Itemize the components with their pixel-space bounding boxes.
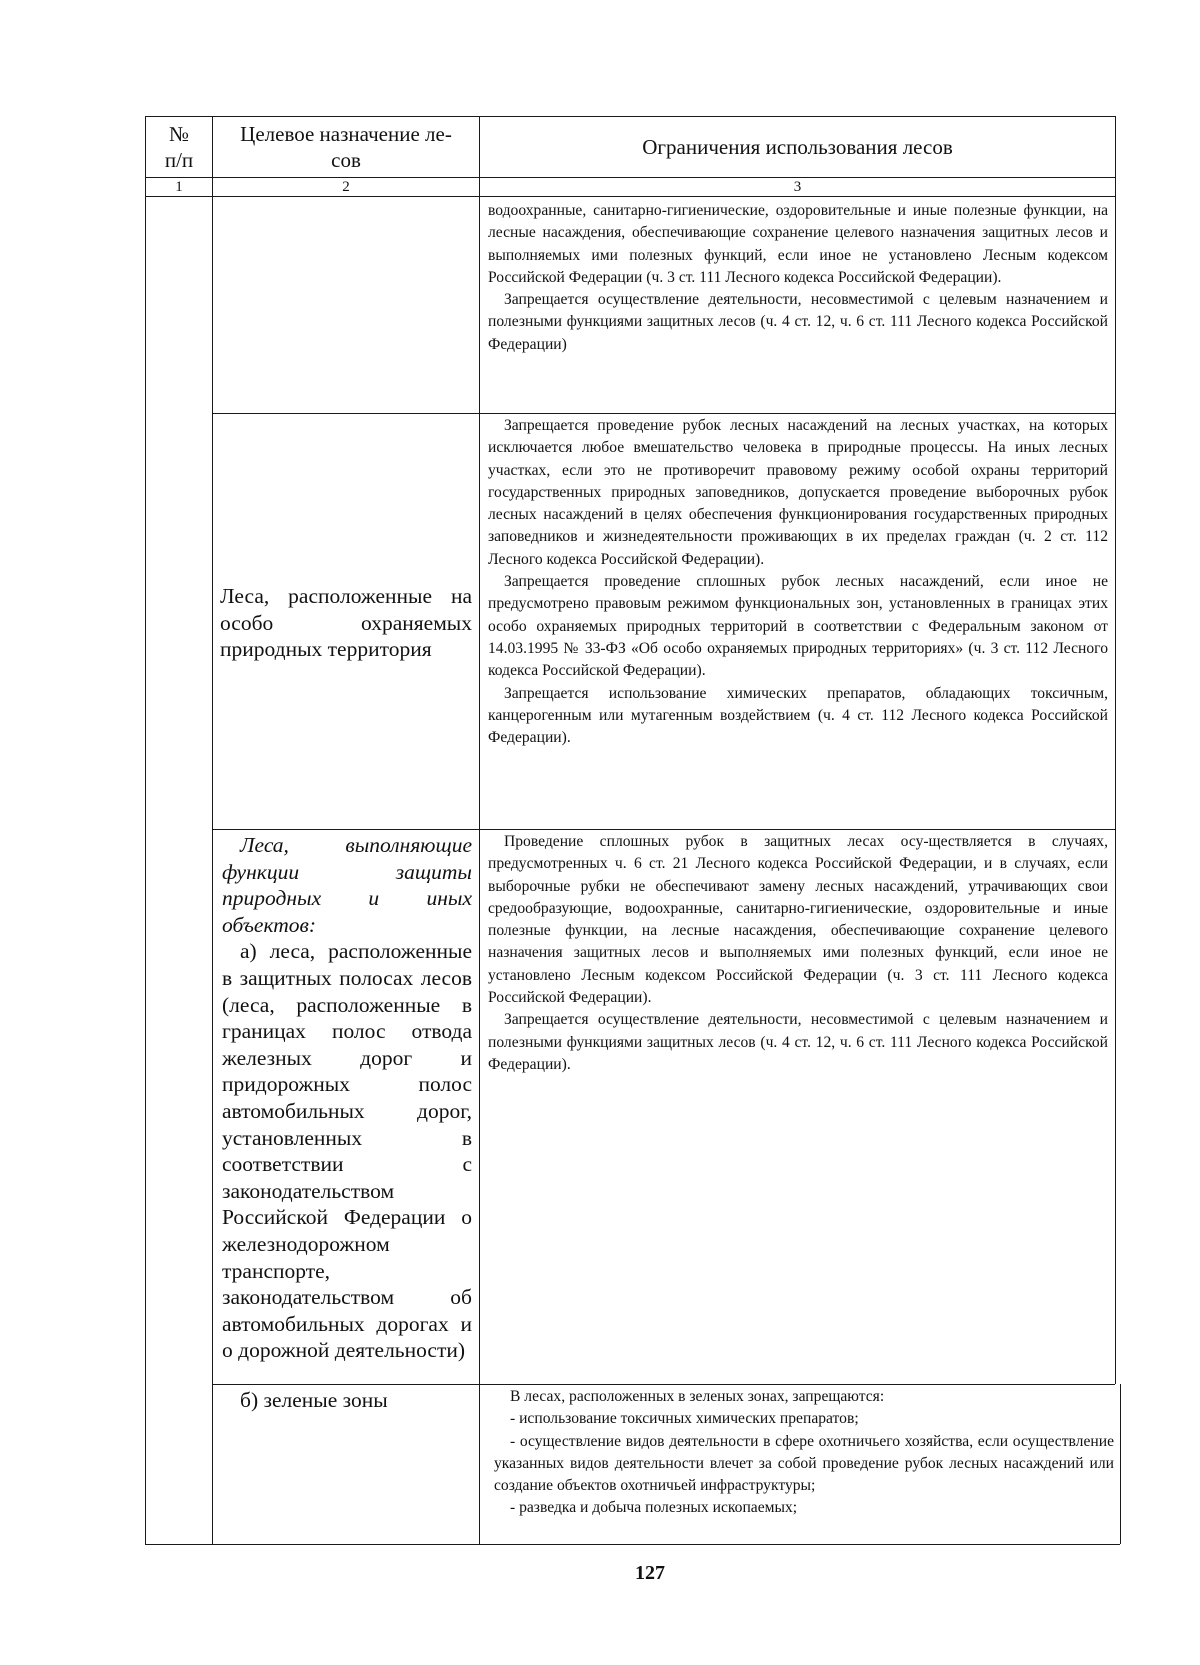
- table-right-border-lower: [1120, 1384, 1121, 1544]
- row3-bottom-border: [212, 1384, 1115, 1385]
- table-top-border: [145, 116, 1115, 117]
- page-number: 127: [635, 1562, 665, 1584]
- row1-restrictions: [488, 200, 1108, 356]
- row3-paragraph-2: Запрещается осуществление деятельности, несовместимой с целевым назначением и полезными функциями защитных лесов (ч. 4 ст. 12, ч. 6 ст. 111 Лесного кодекса Российской Федерации).: [488, 1011, 1108, 1073]
- row4-purpose: [240, 1387, 470, 1414]
- column-number-1: 1: [175, 179, 183, 195]
- row3-restrictions: [488, 831, 1108, 1076]
- row1-bottom-border: [212, 413, 1115, 414]
- column-number-2: 2: [342, 179, 350, 195]
- row2-restrictions: [488, 415, 1108, 749]
- row2-paragraph-3: Запрещается использование химических препаратов, обладающих токсичным, канцерогенным или мутагенным воздействием (ч. 4 ст. 112 Лесного кодекса Российской Федерации).: [488, 684, 1108, 747]
- table-bottom-border: [145, 1544, 1120, 1545]
- row2-purpose: [220, 583, 472, 663]
- row1-paragraph-1: водоохранные, санитарно-гигиенические, оздоровительные и иные полезные функции, на лесные насаждения, обеспечивающие сохранение целевого назначения защитных лесов и выполняемых ими полезных функций, если иное не установлено Лесным кодексом Российской Федерации (ч. 3 ст. 111 Лесного кодекса Российской Федерации).: [488, 202, 1108, 286]
- row4-item-3: - разведка и добыча полезных ископаемых;: [510, 1499, 798, 1517]
- row3-paragraph-1: Проведение сплошных рубок в защитных лесах осу-ществляется в случаях, предусмотренных ч. 6 ст. 21 Лесного кодекса Российской Федерации, и в случаях, если выборочные рубки не обеспечивают замену лесных насаждений, утрачивающих свои средообразующие, водоохранные, санитарно-гигиенические, оздоровительные и иные полезные функции, на лесные насаждения, обеспечивающие сохранение целевого назначения защитных лесов и выполняемых ими полезных функций, если иное не установлено Лесным кодексом Российской Федерации (ч. 3 ст. 111 Лесного кодекса Российской Федерации).: [488, 833, 1108, 1007]
- row4-intro: В лесах, расположенных в зеленых зонах, запрещаются:: [510, 1388, 885, 1405]
- row2-bottom-border: [212, 829, 1115, 830]
- column-number-3: 3: [793, 179, 802, 195]
- row4-item-2: - осуществление видов деятельности в сфере охотничьего хозяйства, если осуществление указанных видов деятельности влечет за собой проведение рубок лесных насаждений или создание объектов охотничьей инфраструктуры;: [494, 1432, 1114, 1495]
- col2-right-border: [479, 116, 480, 1544]
- row3-purpose-heading: Леса, выполняющие функции защиты природных и иных объектов:: [222, 833, 472, 937]
- col1-right-border: [212, 116, 213, 1544]
- table-left-border: [145, 116, 146, 1544]
- row4-restrictions: [494, 1386, 1114, 1520]
- row4-purpose-text: б) зеленые зоны: [240, 1388, 388, 1412]
- table-right-border: [1115, 116, 1116, 1384]
- header-number: № п/п: [164, 122, 194, 172]
- row1-paragraph-2: Запрещается осуществление деятельности, несовместимой с целевым назначением и полезными функциями защитных лесов (ч. 4 ст. 12, ч. 6 ст. 111 Лесного кодекса Российской Федерации): [488, 291, 1108, 353]
- row3-purpose-item: а) леса, расположенные в защитных полосах лесов (леса, расположенные в границах полос отвода железных дорог и придорожных полос автомобильных дорог, установленных в соответствии с законодательством Российской Федерации о железнодорожном транспорте, законодательством об автомобильных дорогах и о дорожной деятельности): [222, 939, 472, 1363]
- row3-purpose: [222, 832, 472, 1364]
- row2-purpose-text: Леса, расположенные на особо охраняемых природных территория: [220, 584, 472, 662]
- row2-paragraph-1: Запрещается проведение рубок лесных насаждений на лесных участках, на которых исключается любое вмешательство человека в природные процессы. На иных лесных участках, если это не противоречит правовому режиму особой охраны территорий государственных природных заповедников, допускается проведение выборочных рубок лесных насаждений в целях обеспечения функционирования государственных природных заповедников и жизнедеятельности проживающих в их пределах граждан (ч. 2 ст. 112 Лесного кодекса Российской Федерации).: [488, 417, 1108, 568]
- row2-paragraph-2: Запрещается проведение сплошных рубок лесных насаждений, если иное не предусмотрено правовым режимом функциональных зон, установленных в границах этих особо охраняемых природных территорий в соответствии с Федеральным законом от 14.03.1995 № 33-ФЗ «Об особо охраняемых природных территориях» (ч. 3 ст. 112 Лесного кодекса Российской Федерации).: [488, 573, 1108, 680]
- header-restrictions: Ограничения использования лесов: [642, 135, 953, 159]
- row4-item-1: - использование токсичных химических препаратов;: [510, 1410, 859, 1428]
- header-purpose: Целевое назначение ле- сов: [240, 122, 452, 172]
